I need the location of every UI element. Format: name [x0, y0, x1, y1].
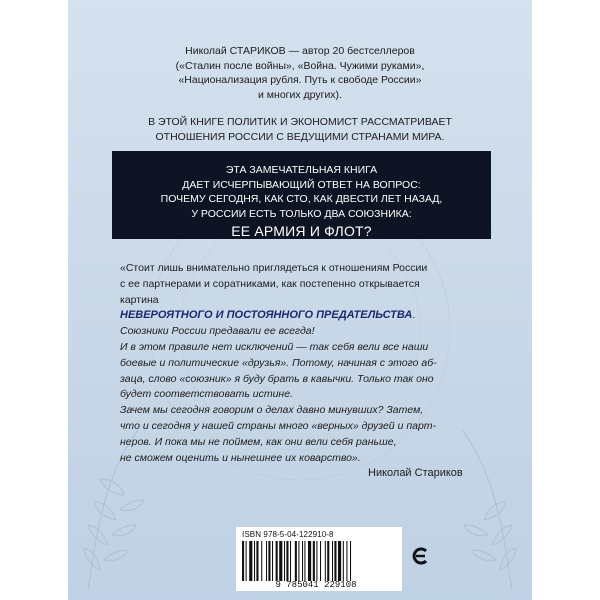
quote-highlight: НЕВЕРОЯТНОГО И ПОСТОЯННОГО ПРЕДАТЕЛЬСТВА	[120, 309, 413, 322]
quote-line: Союзники России предавали ее всегда!	[120, 325, 315, 338]
quote-highlight-end: .	[412, 309, 416, 322]
promo-line: ПОЧЕМУ СЕГОДНЯ, КАК СТО, КАК ДВЕСТИ ЛЕТ НАЗАД,	[160, 193, 443, 205]
promo-emphasis: ЕЕ АРМИЯ И ФЛОТ?	[231, 223, 372, 239]
author-line: («Сталин после войны», «Война. Чужими руками»,	[175, 59, 425, 72]
quote-highlight-line	[120, 308, 500, 324]
author-quote	[120, 261, 500, 466]
intro-line: В ЭТОЙ КНИГЕ ПОЛИТИК И ЭКОНОМИСТ РАССМАТРИВАЕТ	[148, 116, 452, 128]
barcode-digits: 9 785041 229108	[275, 580, 357, 590]
quote-line: Зачем мы сегодня говорим о делах давно минувших? Затем,	[120, 404, 424, 417]
author-line: и многих других).	[258, 88, 342, 101]
isbn-barcode-box	[236, 527, 402, 591]
quote-line: что и сегодня у нашей страны много «верных» друзей и парт-	[120, 419, 437, 432]
book-back-cover	[68, 0, 532, 600]
promo-line: ДАЕТ ИСЧЕРПЫВАЮЩИЙ ОТВЕТ НА ВОПРОС:	[182, 178, 421, 191]
promo-box	[112, 151, 491, 239]
quote-line: с ее партнерами и соратниками, как постепенно открывается	[120, 277, 420, 290]
promo-line: У РОССИИ ЕСТЬ ТОЛЬКО ДВА СОЮЗНИКА:	[191, 207, 412, 220]
quote-line: «Стоит лишь внимательно приглядеться к отношениям России	[120, 262, 428, 274]
quote-line: заца, слово «союзник» я буду брать в кавычки. Только так оно	[120, 372, 434, 385]
quote-signature: Николай Стариков	[368, 467, 463, 479]
quote-line: И в этом правиле нет исключений — так себя вели все наши	[120, 340, 429, 353]
barcode	[242, 541, 394, 581]
intro-line: ОТНОШЕНИЯ РОССИИ С ВЕДУЩИМИ СТРАНАМИ МИРА.	[155, 131, 445, 143]
quote-line: не сможем оценить и нынешнее их коварство».	[120, 451, 361, 464]
book-intro	[68, 115, 532, 145]
author-line: Николай СТАРИКОВ — автор 20 бестселлеров	[185, 45, 415, 57]
isbn-number: ISBN 978-5-04-122910-8	[242, 530, 334, 539]
quote-line: неров. И пока мы не поймем, как они вели себя раньше,	[120, 435, 397, 448]
quote-line: боевые и политические «друзья». Потому, начиная с этого аб-	[120, 356, 437, 369]
author-line: «Национализация рубля. Путь к свободе России»	[178, 74, 422, 86]
author-info	[68, 44, 532, 102]
publisher-logo-icon	[412, 546, 430, 566]
promo-line: ЭТА ЗАМЕЧАТЕЛЬНАЯ КНИГА	[225, 164, 378, 176]
quote-line: будет соответствовать истине.	[120, 388, 293, 401]
quote-line: картина	[120, 293, 159, 306]
